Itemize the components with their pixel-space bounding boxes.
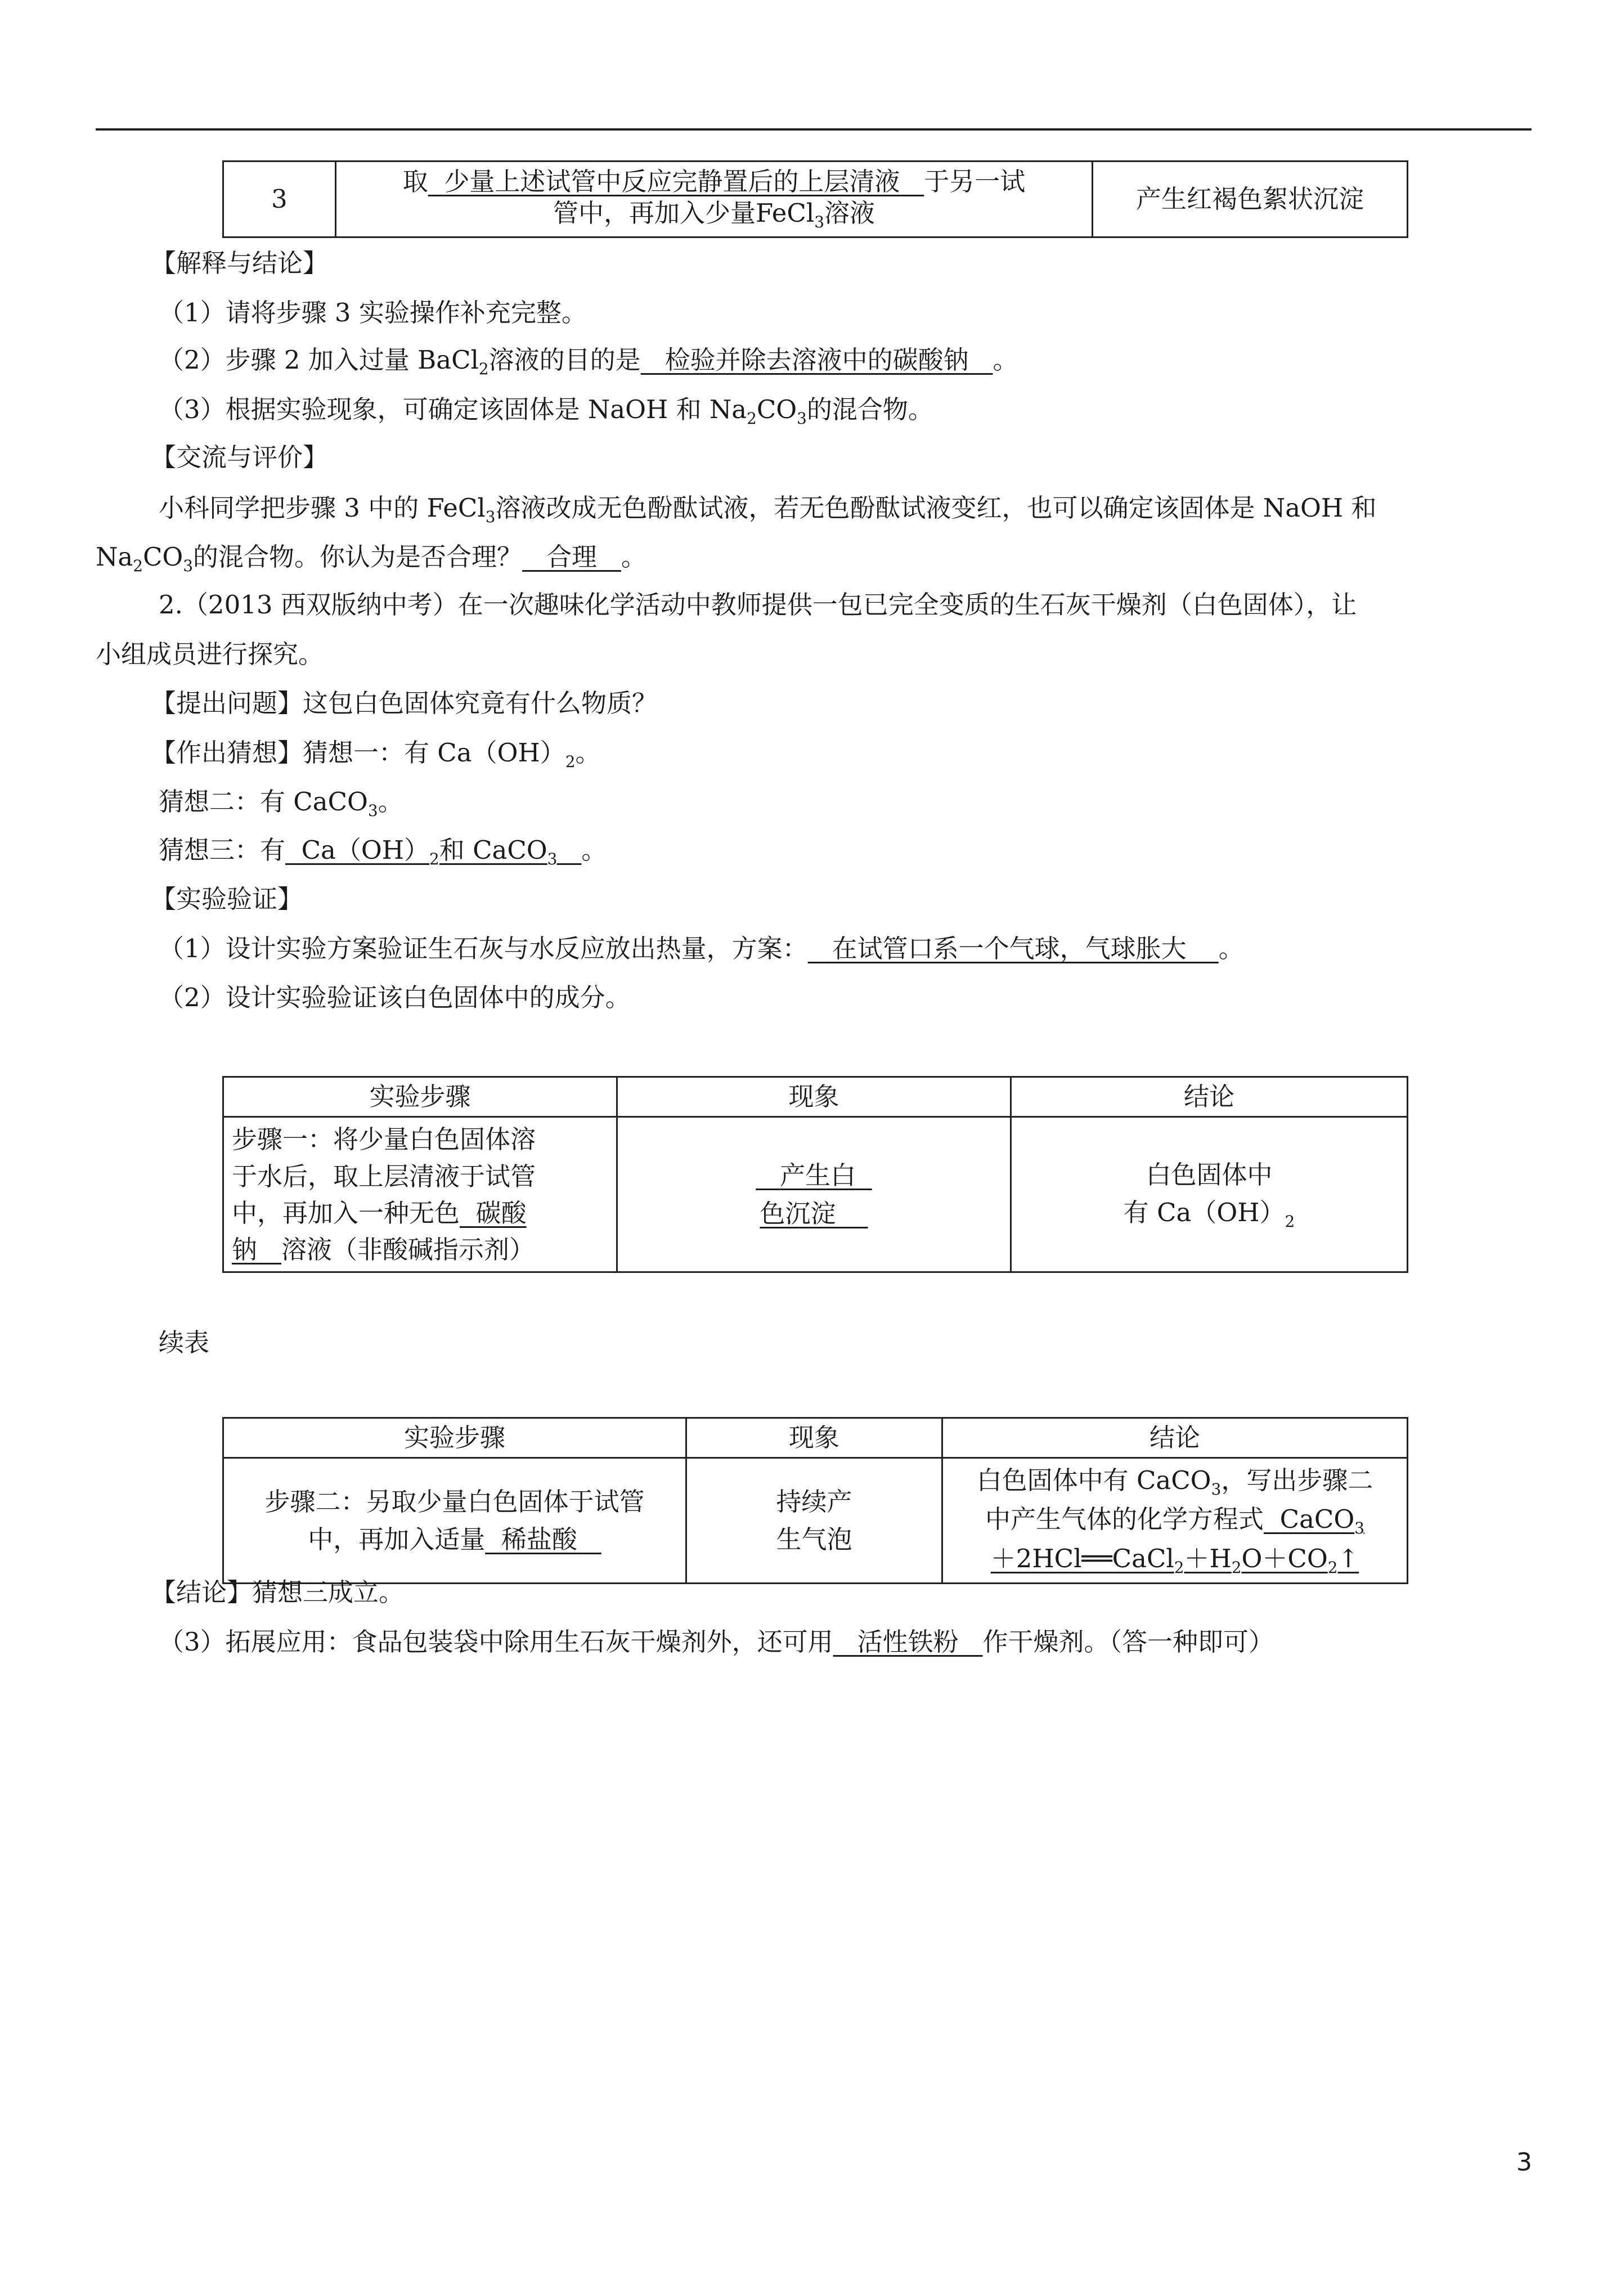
extension-application: （3）拓展应用：食品包装袋中除用生石灰干燥剂外，还可用 活性铁粉 作干燥剂。（答一种即可） — [159, 1627, 1274, 1657]
problem-2-intro-2: 小组成员进行探究。 — [96, 639, 324, 669]
header-rule — [96, 128, 1532, 131]
table-header-row — [223, 1418, 1408, 1458]
answer-blank: 产生白 — [780, 1160, 856, 1191]
question-3: （3）根据实验现象，可确定该固体是 NaOH 和 $Na_2CO_3$的混合物。 — [159, 394, 933, 428]
col-header-phenomenon: 现象 — [617, 1077, 1011, 1117]
heading-verify: 【实验验证】 — [151, 884, 303, 914]
conclusion-cell: 白色固体中有 CaCO$_3$，写出步骤二 中产生气体的化学方程式 CaCO$_3$ $+2HCl══CaCl_2+H_2O+CO_2↑$ — [942, 1458, 1408, 1584]
phenomenon-cell: 产生红褐色絮状沉淀 — [1093, 162, 1408, 237]
phenomenon-cell: 持续产 生气泡 — [686, 1458, 942, 1584]
answer-blank: 活性铁粉 — [857, 1627, 959, 1657]
table-row — [223, 1117, 1408, 1272]
table-header-row — [223, 1077, 1408, 1117]
answer-blank: 检验并除去溶液中的碳酸钠 — [664, 345, 969, 375]
answer-blank: 稀盐酸 — [501, 1524, 577, 1555]
guess-1: 【作出猜想】猜想一：有 $Ca(OH)_2$。 — [151, 738, 601, 771]
ask-question: 【提出问题】这包白色固体究竟有什么物质？ — [151, 688, 658, 718]
experiment-table-2 — [222, 1417, 1408, 1584]
guess-3: 猜想三：有 $Ca(OH)_2$和 CaCO$_3$ 。 — [159, 835, 607, 868]
answer-blank: CaCO$_3$ — [1279, 1504, 1364, 1538]
conclusion-cell: 白色固体中 有 $Ca(OH)_2$ — [1011, 1117, 1408, 1272]
col-header-conclusion: 结论 — [1011, 1077, 1408, 1117]
evaluation-text: 小科同学把步骤 3 中的 FeCl$_3$溶液改成无色酚酞试液，若无色酚酞试液变红，也可以确定该固体是 NaOH 和 — [159, 493, 1377, 526]
phenomenon-cell — [617, 1117, 1011, 1272]
table-row — [223, 162, 1408, 237]
col-header-conclusion: 结论 — [942, 1418, 1408, 1458]
step-cell: 步骤一：将少量白色固体溶 于水后，取上层清液于试管 中，再加入一种无色 碳酸 钠 溶液（非酸碱指示剂） — [223, 1117, 617, 1272]
col-header-phenomenon: 现象 — [686, 1418, 942, 1458]
heading-evaluation: 【交流与评价】 — [151, 442, 329, 472]
question-1: （1）请将步骤 3 实验操作补充完整。 — [159, 298, 587, 328]
conclusion-heading: 【结论】猜想三成立。 — [151, 1577, 405, 1607]
verify-1: （1）设计实验方案验证生石灰与水反应放出热量，方案： 在试管口系一个气球，气球胀大 。 — [159, 934, 1244, 963]
answer-blank: 合理 — [546, 542, 597, 572]
continued-label: 续表 — [159, 1328, 210, 1357]
experiment-table-1 — [222, 1076, 1408, 1273]
problem-2-intro: 2.（2013 西双版纳中考）在一次趣味化学活动中教师提供一包已完全变质的生石灰干燥剂（白色固体），让 — [159, 590, 1357, 620]
answer-blank: $Ca(OH)_2$和 CaCO$_3$ — [301, 835, 558, 868]
question-2: （2）步骤 2 加入过量 BaCl$_2$溶液的目的是 检验并除去溶液中的碳酸钠 。 — [159, 345, 1018, 378]
step-cell: 步骤二：另取少量白色固体于试管 中，再加入适量 稀盐酸 — [223, 1458, 686, 1584]
answer-blank: 少量上述试管中反应完静置后的上层清液 — [444, 167, 900, 197]
col-header-steps: 实验步骤 — [223, 1077, 617, 1117]
verify-2: （2）设计实验验证该白色固体中的成分。 — [159, 983, 631, 1012]
operation-cell: 取 少量上述试管中反应完静置后的上层清液 于另一试 管中，再加入少量FeCl$_3$溶液 — [336, 162, 1093, 237]
answer-blank: 色沉淀 — [760, 1198, 836, 1228]
answer-blank: 碳酸 — [475, 1198, 527, 1228]
page-number: 3 — [1516, 2148, 1532, 2177]
answer-blank: 在试管口系一个气球，气球胀大 — [832, 934, 1187, 963]
col-header-steps: 实验步骤 — [223, 1418, 686, 1458]
guess-2: 猜想二：有 CaCO$_3$。 — [159, 787, 403, 820]
row-number: 3 — [223, 162, 336, 237]
evaluation-text-2: $Na_2CO_3$的混合物。你认为是否合理？ 合理 。 — [96, 542, 646, 575]
answer-blank: $+2HCl══CaCl_2+H_2O+CO_2↑$ — [990, 1543, 1359, 1577]
table-row — [223, 1458, 1408, 1584]
answer-blank: 钠 — [232, 1235, 258, 1264]
heading-explain: 【解释与结论】 — [151, 248, 329, 278]
top-table — [222, 160, 1408, 238]
